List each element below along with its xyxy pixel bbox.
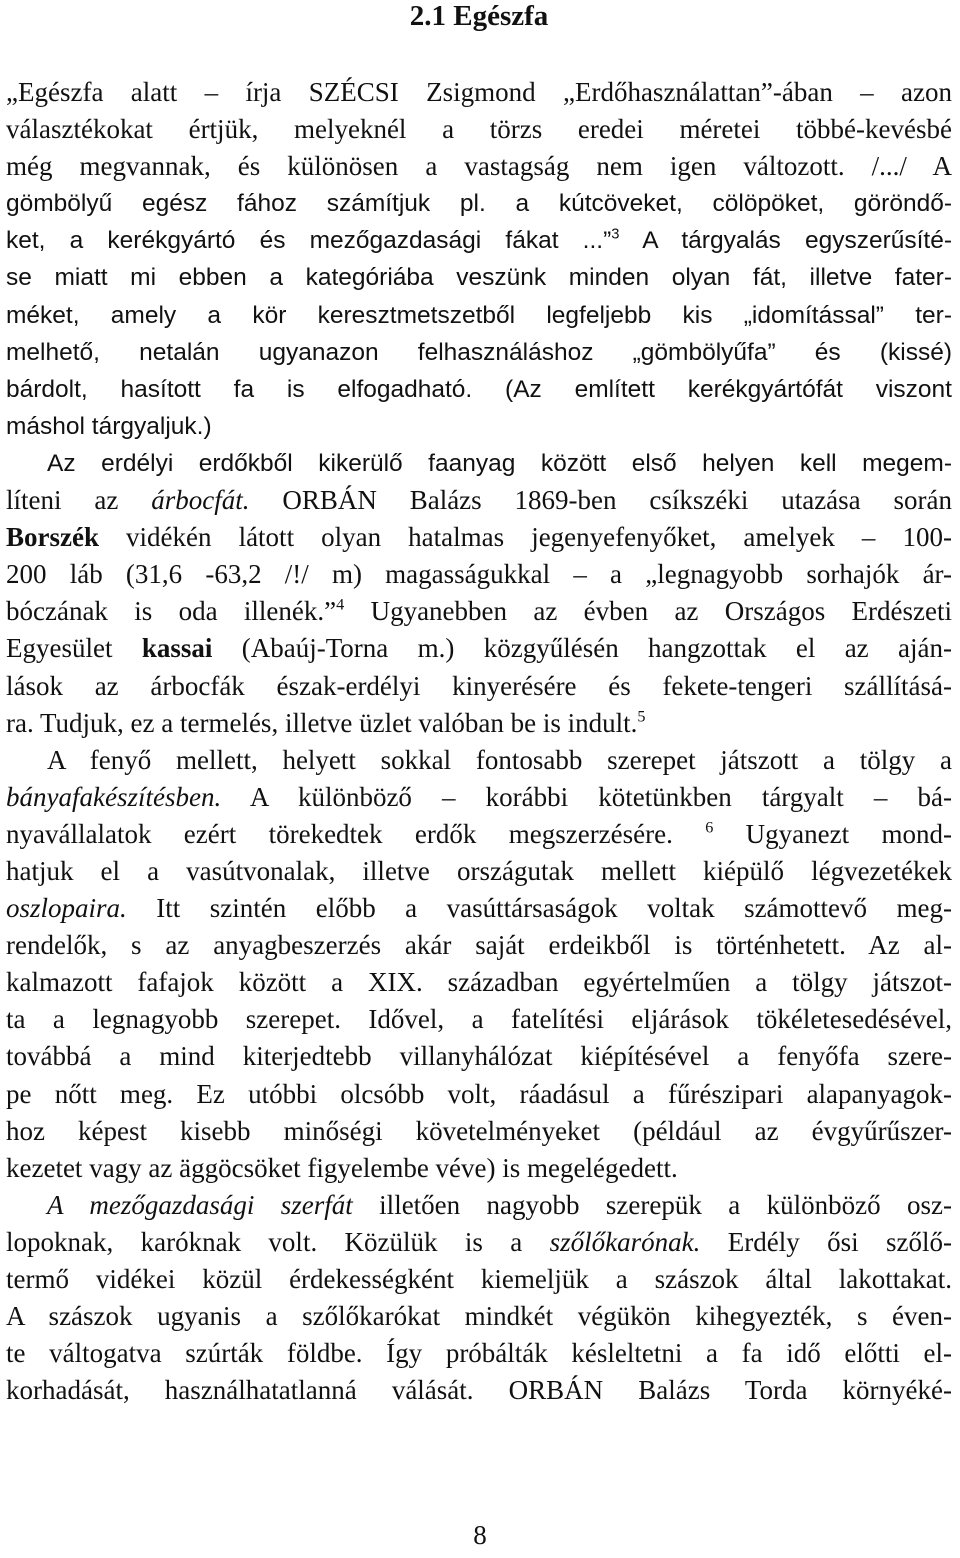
text-line: oszlopaira. Itt szintén előbb a vasúttársaságok voltak számottevő meg- (6, 893, 952, 924)
text-line: lások az árbocfák észak-erdélyi kinyerésére és fekete-tengeri szállításá- (6, 670, 952, 701)
text-line: se miatt mi ebben a kategóriába veszünk minden olyan fát, illetve fater- (6, 264, 952, 292)
text-line: hatjuk el a vasútvonalak, illetve országutak mellett kiépülő légvezetékek (6, 855, 952, 886)
text-line: máshol tárgyaljuk.) (6, 412, 212, 440)
text-line: Az erdélyi erdőkből kikerülő faanyag között első helyen kell megem- (47, 449, 952, 477)
section-title: 2.1 Egészfa (409, 0, 549, 32)
text-line: bóczának is oda illenék.”$^4$ Ugyanebben az évben az Országos Erdészeti (6, 595, 952, 627)
text-line: kezetet vagy az äggöcsöket figyelembe véve) is megelégedett. (6, 1152, 678, 1183)
document-page (6, 0, 952, 1409)
text-line: A fenyő mellett, helyett sokkal fontosabb szerepet játszott a tölgy a (47, 744, 952, 775)
text-line: méket, amely a kör keresztmetszetből legfeljebb kis „idomítással” ter- (6, 301, 952, 329)
emphasis: oszlopaira. (6, 893, 127, 924)
text-line: A mezőgazdasági szerfát illetően nagyobb szerepük a különböző osz- (47, 1189, 952, 1220)
text-line: hoz képest kisebb minőségi követelményeket (például az évgyűrűszer- (6, 1115, 952, 1146)
text-line: „Egészfa alatt – írja SZÉCSI Zsigmond „Erdőhasználattan”-ában – azon (6, 77, 952, 107)
text-line: A szászok ugyanis a szőlőkarókat mindkét végükön kihegyezték, s éven- (6, 1301, 952, 1332)
text-line: 200 láb (31,6 -63,2 /!/ m) magasságukkal – a „legnagyobb sorhajók ár- (6, 559, 952, 590)
emphasis: árbocfát. (151, 485, 250, 516)
page-number: 8 (473, 1520, 487, 1550)
emphasis: A mezőgazdasági szerfát (47, 1189, 353, 1220)
text-line: bárdolt, hasított fa is elfogadható. (Az említett kerékgyártófát viszont (6, 375, 952, 403)
place-name: kassai (141, 633, 213, 664)
body-text (6, 74, 952, 1409)
text-line: bányafakészítésben. A különböző – korábbi kötetünkben tárgyalt – bá- (6, 781, 952, 812)
text-line: gömbölyű egész fához számítjuk pl. a kútcöveket, cölöpöket, göröndő- (6, 190, 952, 218)
text-line: ra. Tudjuk, ez a termelés, illetve üzlet valóban be is indult.$^5$ (6, 707, 646, 738)
text-line: választékokat értjük, melyeknél a törzs eredei méretei többé-kevésbé (6, 114, 952, 145)
text-line: korhadását, használhatatlanná válását. ORBÁN Balázs Torda környéké- (6, 1375, 952, 1406)
text-line: líteni az árbocfát. ORBÁN Balázs 1869-ben csíkszéki utazása során (6, 485, 952, 516)
text-line: nyavállalatok ezért törekedtek erdők megszerzésére. $^6$ Ugyanezt mond- (6, 818, 952, 849)
footnote-ref: 3 (611, 226, 620, 243)
emphasis: szőlőkarónak. (549, 1226, 701, 1257)
text-line: továbbá a mind kiterjedtebb villanyhálózat kiépítésével a fenyőfa szere- (6, 1041, 952, 1072)
text-line: Egyesület kassai (Abaúj-Torna m.) közgyűlésén hangzottak el az aján- (6, 633, 952, 664)
text-line: rendelők, s az anyagbeszerzés akár saját erdeikből is történhetett. Az al- (6, 930, 952, 961)
text-line: lopoknak, karóknak volt. Közülük is a szőlőkarónak. Erdély ősi szőlő- (6, 1226, 952, 1257)
text-line: Borszék vidékén látott olyan hatalmas jegenyefenyőket, amelyek – 100- (6, 522, 952, 553)
emphasis: bányafakészítésben. (6, 781, 222, 812)
footnote-ref: 6 (705, 818, 714, 837)
text-line: pe nőtt meg. Ez utóbbi olcsóbb volt, ráadásul a fűrészipari alapanyagok- (6, 1078, 952, 1109)
text-line: még megvannak, és különösen a vastagság nem igen változott. /.../ A (6, 151, 952, 182)
text-line: ket, a kerékgyártó és mezőgazdasági fákat ...”$^3$ A tárgyalás egyszerűsíté- (6, 226, 952, 255)
footnote-ref: 5 (637, 707, 646, 726)
text-line: kalmazott fafajok között a XIX. században egyértelműen a tölgy játszot- (6, 967, 952, 998)
place-name: Borszék (6, 522, 99, 553)
footnote-ref: 4 (336, 595, 345, 614)
text-line: termő vidékei közül érdekességként kiemeljük a szászok által lakottakat. (6, 1264, 952, 1294)
text-line: melhető, netalán ugyanazon felhasználáshoz „gömbölyűfa” és (kissé) (6, 338, 952, 366)
text-line: ta a legnagyobb szerepet. Idővel, a fatelítési eljárások tökéletesedésével, (6, 1004, 952, 1035)
text-line: te váltogatva szúrták földbe. Így próbálták késleltetni a fa idő előtti el- (6, 1338, 952, 1369)
